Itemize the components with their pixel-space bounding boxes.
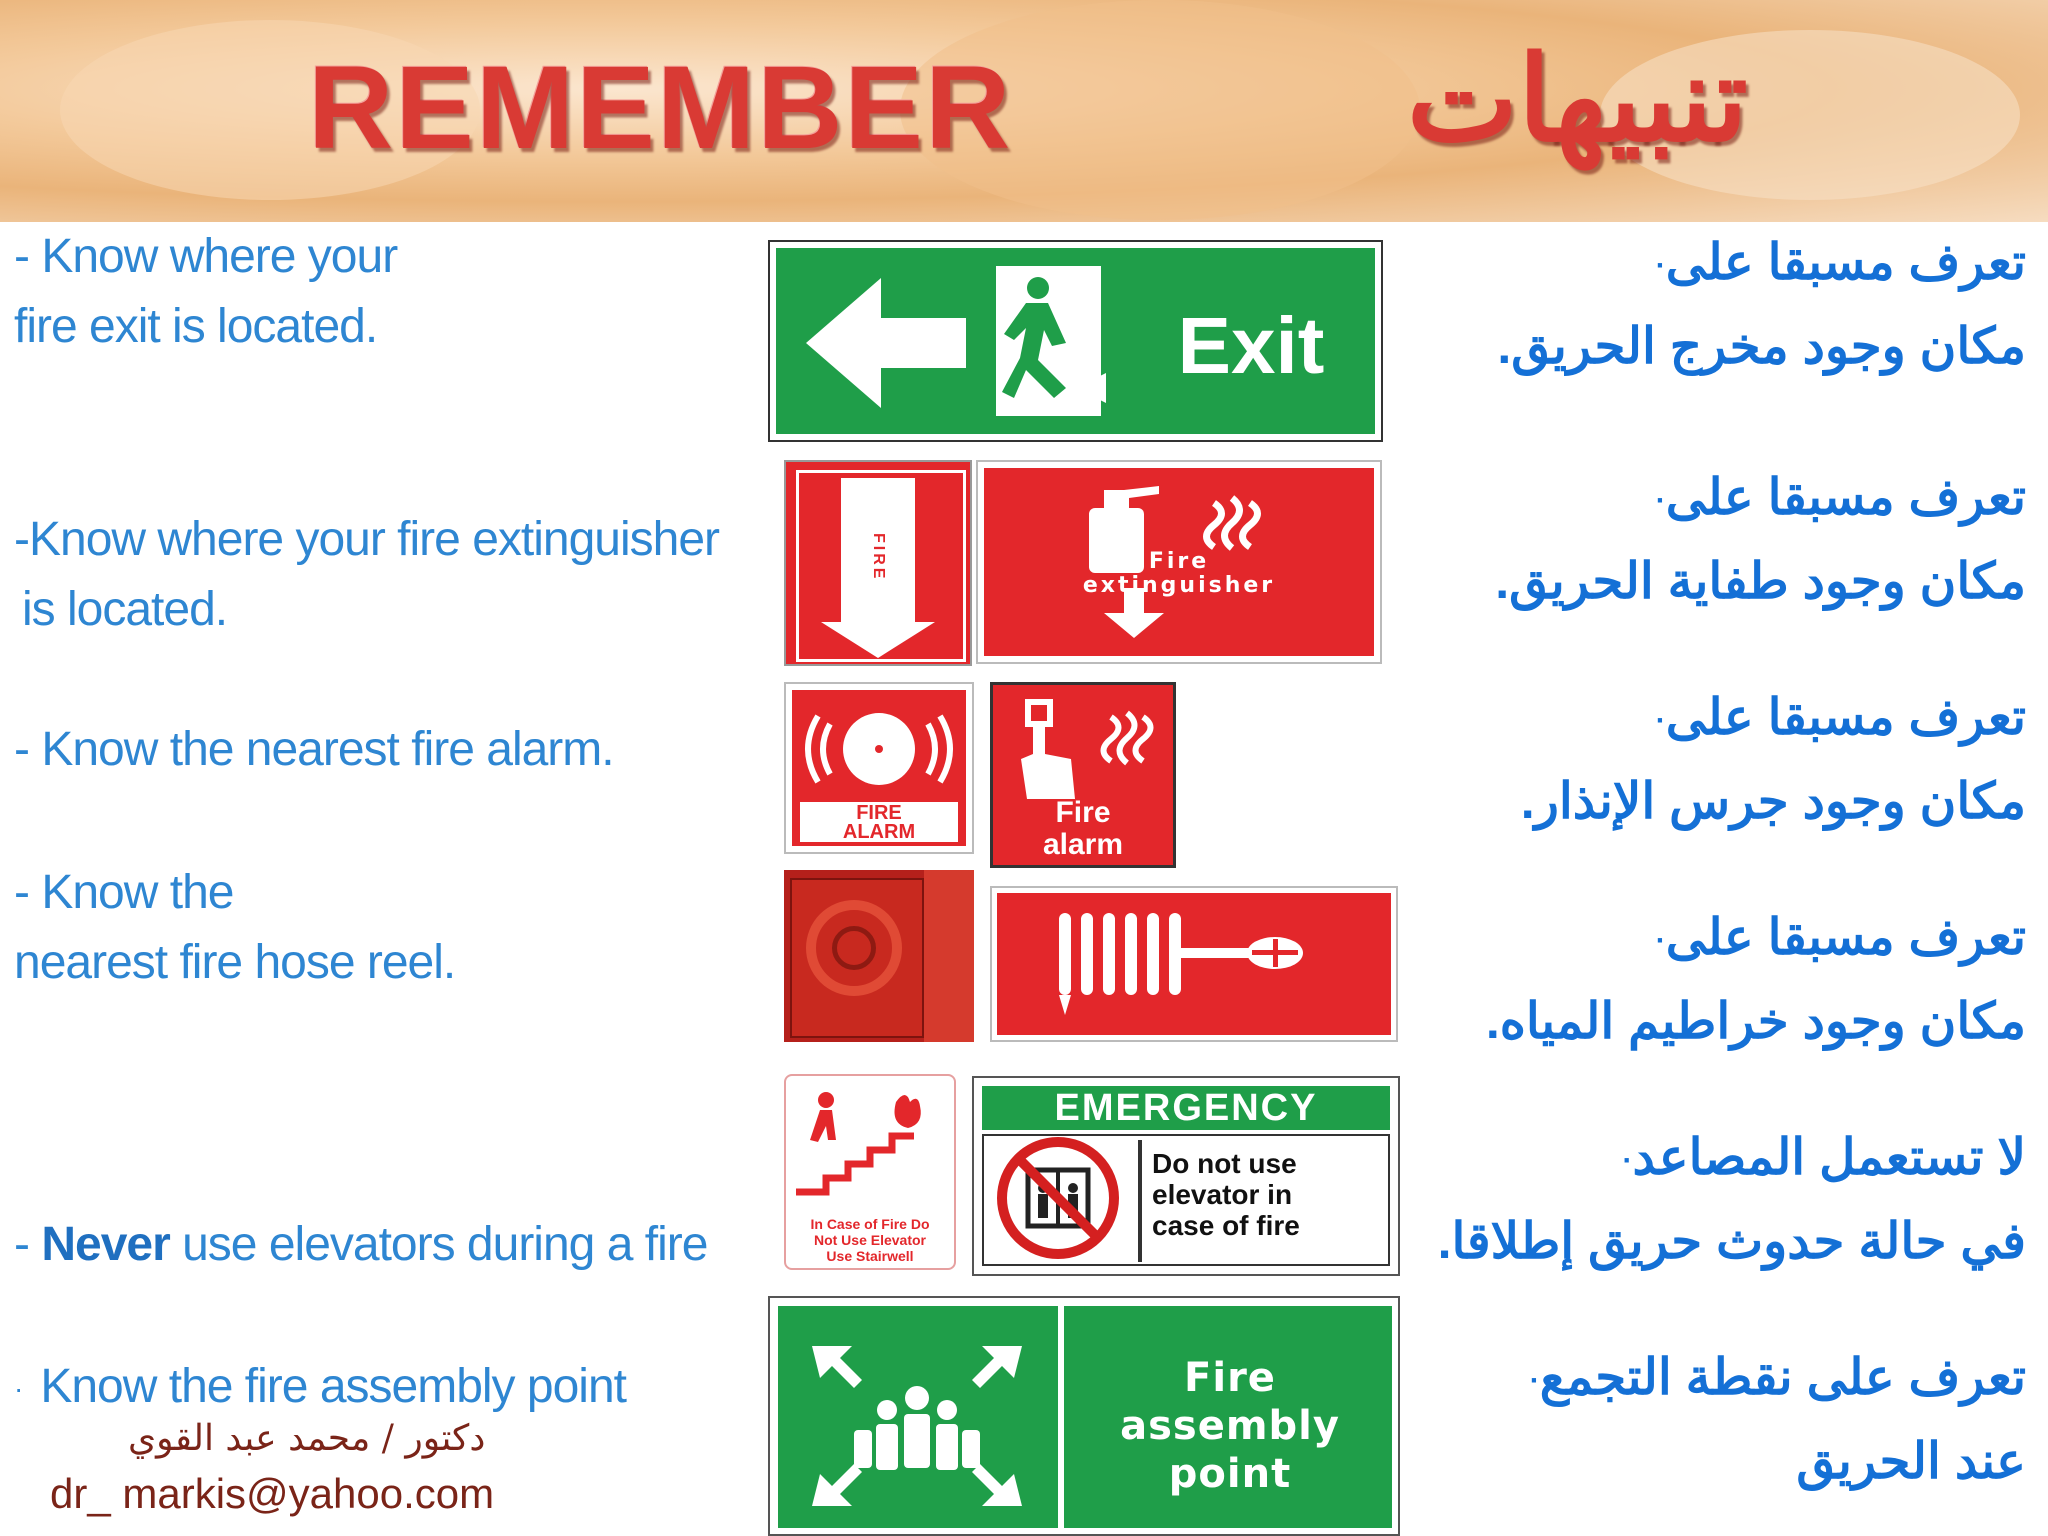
instruction-ar-line: مكان وجود مخرج الحريق. <box>1497 317 2026 374</box>
elevator-warning-line: Do not use <box>1152 1148 1297 1179</box>
use-stairwell-label-line: Not Use Elevator <box>813 1232 927 1248</box>
instruction-ar-line: في حالة حدوث حريق إطلاقا. <box>1437 1212 2026 1269</box>
exit-sign-graphic <box>776 248 1375 434</box>
emergency-elevator-sign <box>972 1076 1400 1276</box>
instruction-en-line: is located. <box>22 583 228 636</box>
hose-reel-hub-icon <box>832 926 876 970</box>
instruction-en-line: -Know where your fire extinguisher <box>14 513 720 566</box>
instruction-en-line: - Know the nearest fire alarm. <box>14 723 614 776</box>
assembly-point-label-line: Fire <box>1184 1355 1276 1401</box>
fire-hose-reel-sign <box>990 886 1398 1042</box>
sign-background <box>984 468 1374 656</box>
instruction-ar-elevator <box>1438 1117 2026 1281</box>
alarm-callpoint-icon <box>993 689 1173 809</box>
fire-extinguisher-vertical-sign <box>784 460 972 666</box>
fire-extinguisher-sign <box>976 460 1382 664</box>
fire-alarm-label-line: ALARM <box>842 821 916 843</box>
instruction-ar-line: تعرف مسبقا على <box>1665 909 2026 965</box>
instruction-en-rest: use elevators during a fire <box>169 1218 708 1271</box>
bullet-icon: · <box>14 1373 23 1405</box>
instruction-en-alarm <box>14 715 614 785</box>
instruction-en-exit <box>14 222 397 362</box>
instruction-en-prefix: - <box>14 1218 42 1271</box>
instruction-ar-line: لا تستعمل المصاعد <box>1632 1129 2026 1185</box>
bullet-icon: · <box>1655 483 1666 517</box>
instruction-ar-line: تعرف مسبقا على <box>1665 234 2026 290</box>
exit-sign-text: Exit <box>1177 301 1325 390</box>
fire-alarm-label-line: FIRE <box>856 802 902 824</box>
fire-alarm-bell-sign <box>784 682 974 854</box>
instruction-en-line: nearest fire hose reel. <box>14 936 456 989</box>
instruction-en-line: Know the fire assembly point <box>40 1360 626 1413</box>
instruction-en-line: fire exit is located. <box>14 300 378 353</box>
instruction-ar-line: مكان وجود خراطيم المياه. <box>1485 992 2026 1049</box>
bullet-icon: · <box>1655 923 1666 957</box>
sign-background <box>792 690 966 846</box>
fire-alarm-callpoint-sign <box>990 682 1176 868</box>
instruction-en-extinguisher <box>14 505 719 645</box>
divider <box>1058 1306 1064 1528</box>
hose-reel-cabinet-photo <box>784 870 974 1042</box>
fire-alarm-callpoint-label <box>993 797 1173 861</box>
assembly-point-label-line: assembly <box>1120 1403 1340 1449</box>
instruction-ar-alarm <box>1521 677 2026 841</box>
nozzle-detail <box>1273 939 1278 967</box>
assembly-people-icon <box>782 1306 1052 1528</box>
author-email: dr_ markis@yahoo.com <box>50 1470 495 1517</box>
instruction-ar-line: تعرف مسبقا على <box>1665 689 2026 745</box>
use-stairwell-label <box>786 1216 954 1264</box>
instruction-en-line: - Know the <box>14 866 234 919</box>
instruction-en-elevator <box>14 1210 707 1280</box>
fire-extinguisher-vertical-text: FIRE <box>870 532 887 582</box>
use-stairwell-label-line: In Case of Fire Do <box>810 1216 930 1232</box>
instruction-ar-line: تعرف مسبقا على <box>1665 469 2026 525</box>
instruction-en-assembly <box>14 1352 626 1424</box>
fire-extinguisher-label-line: extinguisher <box>1082 573 1276 598</box>
instruction-ar-line: تعرف على نقطة التجمع <box>1539 1349 2026 1405</box>
fire-alarm-callpoint-label-line: alarm <box>1042 828 1124 861</box>
bullet-icon: · <box>1622 1143 1633 1177</box>
instruction-en-emphasis: Never <box>41 1218 170 1271</box>
fire-extinguisher-label <box>984 550 1374 598</box>
fire-alarm-callpoint-label-line: Fire <box>1055 796 1111 829</box>
assembly-point-label-line: point <box>1168 1451 1292 1497</box>
bullet-icon: · <box>1655 248 1666 282</box>
divider <box>1138 1140 1142 1262</box>
instruction-ar-exit <box>1497 222 2026 386</box>
instruction-ar-hose <box>1486 897 2026 1061</box>
elevator-warning-line: elevator in <box>1152 1179 1293 1210</box>
bullet-icon: · <box>1529 1363 1540 1397</box>
sign-background <box>778 1306 1392 1528</box>
assembly-point-label <box>1068 1354 1392 1498</box>
alarm-bell-icon <box>792 694 966 804</box>
no-elevator-icon <box>986 1136 1136 1266</box>
assembly-point-sign <box>768 1296 1400 1536</box>
use-stairwell-sign <box>784 1074 956 1270</box>
sign-background <box>997 893 1391 1035</box>
fire-extinguisher-label-line: Fire <box>1148 549 1210 574</box>
fire-hose-graphic <box>997 893 1391 1035</box>
stairs-person-icon <box>786 1082 954 1202</box>
instruction-ar-extinguisher <box>1495 457 2026 621</box>
instruction-ar-line: مكان وجود جرس الإنذار. <box>1520 772 2026 829</box>
flame-icon <box>1207 498 1258 548</box>
page-title-arabic: تنبيهات <box>1406 34 1748 166</box>
instruction-ar-line: مكان وجود طفاية الحريق. <box>1495 552 2026 609</box>
cabinet-door <box>924 870 974 1042</box>
exit-sign <box>768 240 1383 442</box>
page-title-english: REMEMBER <box>308 42 1013 174</box>
instruction-en-hose <box>14 858 455 998</box>
instruction-en-line: - Know where your <box>14 230 398 283</box>
instruction-ar-line: عند الحريق <box>1796 1432 2026 1489</box>
instruction-ar-assembly <box>1490 1337 2026 1501</box>
author-credit-arabic: دكتور / محمد عبد القوي <box>128 1418 486 1459</box>
fire-alarm-label <box>800 802 958 842</box>
emergency-header: EMERGENCY <box>982 1086 1390 1130</box>
elevator-warning-text <box>1152 1148 1388 1241</box>
elevator-warning-line: case of fire <box>1152 1210 1300 1241</box>
bullet-icon: · <box>1655 703 1666 737</box>
use-stairwell-label-line: Use Stairwell <box>826 1248 914 1264</box>
